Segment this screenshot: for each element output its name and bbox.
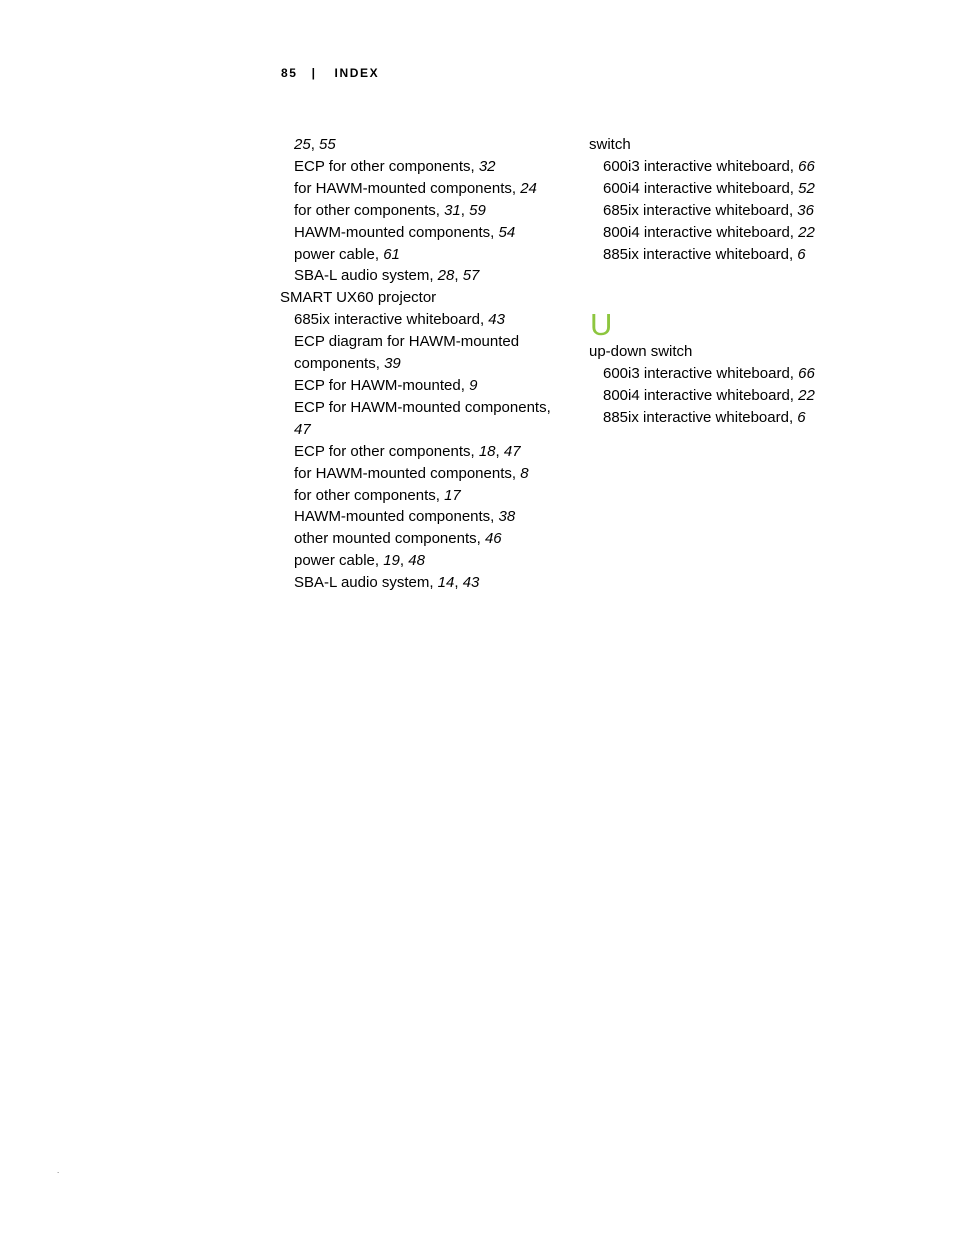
entry-text: power cable,	[294, 552, 384, 570]
page-reference[interactable]: 39	[384, 355, 401, 373]
index-column-right	[589, 134, 859, 429]
page-reference[interactable]: 36	[797, 201, 814, 219]
index-entry	[589, 407, 859, 429]
entry-text: for other components,	[294, 201, 445, 219]
entry-text: ECP for other components,	[294, 442, 479, 460]
index-entry: power cable, 19, 48	[294, 552, 425, 570]
entry-text: power cable,	[294, 245, 384, 263]
index-entry: ECP for other components, 18, 47	[294, 442, 521, 460]
index-entry	[280, 528, 570, 550]
entry-text: ECP for HAWM-mounted,	[294, 376, 470, 394]
page-reference[interactable]: 19	[383, 552, 400, 570]
page-reference[interactable]: 66	[798, 365, 815, 383]
page-reference[interactable]: 25	[294, 136, 311, 153]
index-entry	[589, 156, 859, 178]
entry-text: other mounted components,	[294, 530, 485, 548]
index-entry	[589, 363, 859, 385]
page-reference[interactable]: 59	[469, 201, 486, 219]
header-separator: |	[311, 66, 317, 80]
page-reference[interactable]: 43	[488, 311, 505, 329]
entry-text: up-down switch	[589, 343, 693, 361]
entry-text: HAWM-mounted components,	[294, 223, 499, 241]
page-reference[interactable]: 57	[462, 267, 480, 285]
index-entry	[589, 385, 859, 407]
index-entry: SBA-L audio system, 28, 57	[294, 267, 480, 285]
page-reference[interactable]: 48	[408, 552, 425, 570]
page-reference[interactable]: 43	[462, 574, 480, 592]
entry-text: 600i3 interactive whiteboard,	[603, 157, 799, 175]
page-reference[interactable]: 52	[798, 179, 815, 197]
entry-text: ECP for other components,	[294, 157, 479, 175]
page-reference[interactable]: 32	[478, 157, 496, 175]
entry-text: 600i3 interactive whiteboard,	[603, 365, 799, 383]
index-heading	[280, 287, 570, 309]
index-entry	[280, 485, 570, 507]
index-entry	[280, 309, 570, 331]
index-entry: for other components, 31, 59	[294, 201, 486, 219]
entry-text: HAWM-mounted components,	[294, 508, 499, 526]
index-entry	[589, 200, 859, 222]
page-reference[interactable]: 47	[294, 420, 311, 438]
page-reference[interactable]: 46	[484, 530, 502, 548]
index-entry: SBA-L audio system, 14, 43	[294, 574, 480, 592]
entry-text: ECP for HAWM-mounted components,	[294, 398, 551, 416]
page-reference[interactable]: 61	[383, 245, 400, 263]
index-entry	[280, 463, 570, 485]
page-reference[interactable]: 38	[498, 508, 516, 526]
page-number: 85	[281, 66, 298, 80]
entry-text: for other components,	[294, 486, 445, 504]
index-group-up-down-switch	[589, 341, 859, 429]
index-entry	[280, 375, 570, 397]
entry-text: 885ix interactive whiteboard,	[603, 245, 798, 263]
page-reference[interactable]: 24	[520, 179, 537, 197]
entry-text: SBA-L audio system,	[294, 267, 438, 285]
page-reference[interactable]: 55	[319, 136, 336, 153]
page-reference[interactable]: 22	[798, 387, 815, 405]
page-reference[interactable]: 54	[498, 223, 516, 241]
index-entry	[280, 397, 570, 441]
index-entry: 25, 55	[294, 136, 336, 153]
section-title: INDEX	[334, 66, 380, 80]
index-heading	[589, 134, 859, 156]
page-reference[interactable]: 28	[437, 267, 455, 285]
entry-text: switch	[589, 136, 631, 153]
page-reference[interactable]: 8	[520, 464, 529, 482]
index-heading	[589, 341, 859, 363]
index-entry	[280, 156, 570, 178]
index-entry	[280, 222, 570, 244]
entry-text: for HAWM-mounted components,	[294, 464, 521, 482]
index-entry	[589, 222, 859, 244]
page-reference[interactable]: 17	[444, 486, 461, 504]
entry-text: 885ix interactive whiteboard,	[603, 409, 798, 427]
footer-mark: .	[57, 1166, 60, 1175]
page-reference[interactable]: 22	[798, 223, 815, 241]
index-entry	[280, 244, 570, 266]
index-entry	[280, 506, 570, 528]
entry-text: SMART UX60 projector	[280, 289, 437, 307]
index-column-left	[280, 134, 570, 594]
index-entry	[589, 178, 859, 200]
entry-text: 600i4 interactive whiteboard,	[603, 179, 799, 197]
page-reference[interactable]: 66	[798, 157, 815, 175]
page-reference[interactable]: 6	[797, 409, 806, 427]
index-group-switch	[589, 134, 859, 265]
section-letter-u: U	[590, 307, 613, 343]
index-entry	[280, 178, 570, 200]
entry-text: ECP diagram for HAWM-mounted components,	[294, 333, 520, 373]
entry-text: for HAWM-mounted components,	[294, 179, 521, 197]
page-reference[interactable]: 47	[503, 442, 521, 460]
entry-text: 685ix interactive whiteboard,	[603, 201, 798, 219]
page-reference[interactable]: 9	[469, 376, 478, 394]
entry-text: 685ix interactive whiteboard,	[294, 311, 489, 329]
entry-text: 800i4 interactive whiteboard,	[603, 223, 799, 241]
index-entry	[280, 331, 570, 375]
entry-text: SBA-L audio system,	[294, 574, 438, 592]
page-reference[interactable]: 14	[437, 574, 455, 592]
page-reference[interactable]: 31	[444, 201, 461, 219]
page-reference[interactable]: 18	[478, 442, 496, 460]
page-reference[interactable]: 6	[797, 245, 806, 263]
entry-text: 800i4 interactive whiteboard,	[603, 387, 799, 405]
running-header	[281, 66, 379, 80]
index-entry	[589, 244, 859, 266]
